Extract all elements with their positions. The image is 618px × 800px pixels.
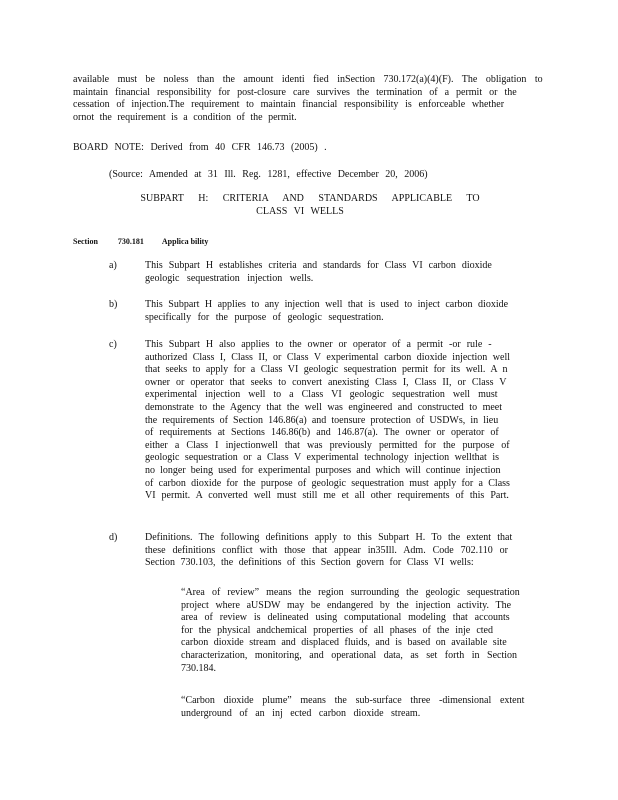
section-title: Applica bility	[161, 237, 209, 246]
definition-line: 730.184.	[181, 662, 216, 674]
item-line: of carbon dioxide for the purpose of geologic sequestration must apply for a Class	[145, 477, 510, 489]
subpart-heading	[100, 193, 520, 218]
definition-line: project where aUSDW may be endangered by the injection activity. The	[181, 599, 512, 611]
item-line: authorized Class I, Class II, or Class V experimental carbon dioxide injection well	[145, 351, 510, 363]
definition-line: “Area of review” means the region surrounding the geologic sequestration	[181, 587, 520, 598]
item-line: either a Class I injectionwell that was previously permitted for the purpose of	[145, 439, 510, 451]
item-line: geologic sequestration injection wells.	[145, 272, 314, 284]
intro-line: maintain financial responsibility for post-closure care survives the termination of a permit or the	[73, 86, 517, 98]
item-label: d)	[109, 532, 118, 543]
definition-line: characterization, monitoring, and operational data, as set forth in Section	[181, 649, 518, 661]
definition-line: underground of an inj ected carbon dioxide stream.	[181, 707, 421, 719]
item-label: a)	[109, 260, 117, 271]
item-label: b)	[109, 299, 118, 310]
item-b-text	[145, 299, 540, 324]
section-label: Section	[73, 237, 98, 246]
item-line: geologic sequestration or a Class V experimental technology injection wellthat is	[145, 452, 499, 464]
definition-line: for the physical andchemical properties of all phases of the inje cted	[181, 624, 493, 636]
item-line: that seeks to apply for a Class VI geologic sequestration permit for its well. A n	[145, 364, 508, 376]
board-note: BOARD NOTE: Derived from 40 CFR 146.73 (2005) .	[73, 142, 327, 153]
definition-area-of-review	[181, 587, 541, 675]
subpart-heading-line: SUBPART H: CRITERIA AND STANDARDS APPLICABLE TO	[140, 193, 480, 204]
item-line: This Subpart H also applies to the owner or operator of a permit -or rule -	[145, 339, 492, 350]
item-line: demonstrate to the Agency that the well was engineered and constructed to meet	[145, 401, 503, 413]
item-line: Section 730.103, the definitions of this Section govern for Class VI wells:	[145, 557, 474, 569]
item-line: Definitions. The following definitions apply to this Subpart H. To the extent that	[145, 532, 513, 543]
definition-carbon-dioxide-plume	[181, 695, 541, 720]
item-line: This Subpart H establishes criteria and standards for Class VI carbon dioxide	[145, 260, 492, 271]
item-line: specifically for the purpose of geologic sequestration.	[145, 311, 384, 323]
item-line: owner or operator that seeks to convert anexisting Class I, Class II, or Class V	[145, 376, 507, 388]
item-line: This Subpart H applies to any injection well that is used to inject carbon dioxide	[145, 299, 509, 310]
item-c-text	[145, 339, 540, 503]
item-a-text	[145, 260, 540, 285]
definition-line: “Carbon dioxide plume” means the sub-surface three -dimensional extent	[181, 695, 525, 706]
section-number: 730.181	[117, 237, 144, 246]
source-note: (Source: Amended at 31 Ill. Reg. 1281, effective December 20, 2006)	[109, 169, 428, 180]
item-line: of requirements at Sections 146.86(b) and 146.87(a). The owner or operator of	[145, 427, 499, 439]
definition-line: carbon dioxide stream and displaced fluids, and is based on available site	[181, 637, 507, 649]
subpart-heading-line: CLASS VI WELLS	[256, 205, 344, 217]
intro-line: available must be noless than the amount identi fied inSection 730.172(a)(4)(F). The obligation to	[73, 74, 543, 85]
item-line: these definitions conflict with those that appear in35Ill. Adm. Code 702.110 or	[145, 544, 508, 556]
item-line: VI permit. A converted well must still me et all other requirements of this Part.	[145, 490, 509, 502]
item-d-text	[145, 532, 540, 570]
intro-line: ornot the requirement is a condition of the permit.	[73, 111, 297, 123]
item-label: c)	[109, 339, 117, 350]
section-heading	[73, 236, 208, 249]
item-line: no longer being used for experimental purposes and which will continue injection	[145, 464, 501, 476]
definition-line: area of review is delineated using computational modeling that accounts	[181, 612, 510, 624]
intro-line: cessation of injection.The requirement to maintain financial responsibility is enforceable whether	[73, 99, 505, 111]
item-line: experimental injection well to a Class VI geologic sequestration well must	[145, 389, 498, 401]
item-line: the requirements of Section 146.86(a) and toensure protection of USDWs, in lieu	[145, 414, 499, 426]
intro-paragraph	[73, 74, 541, 124]
